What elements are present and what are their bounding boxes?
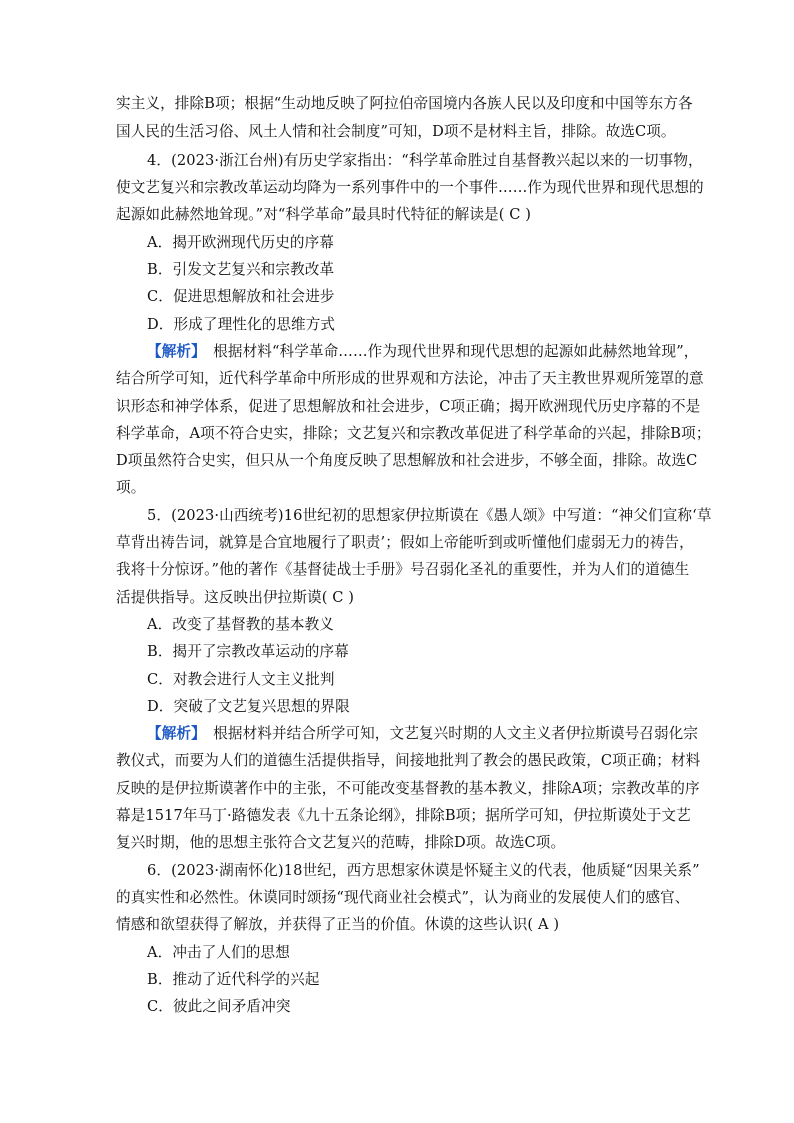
q4-option-b: B．引发文艺复兴和宗教改革 <box>147 261 335 278</box>
q5-option-c: C．对教会进行人文主义批判 <box>147 671 335 688</box>
q3-text-line: 国人民的生活习俗、风土人情和社会制度”可知，D项不是材料主旨，排除。故选C项。 <box>116 123 676 140</box>
q4-stem-line: 4．(2023·浙江台州)有历史学家指出：“科学革命胜过自基督教兴起以来的一切事物， <box>147 152 703 169</box>
q5-option-d: D．突破了文艺复兴思想的界限 <box>147 698 350 715</box>
q5-analysis-line: 反映的是伊拉斯谟著作中的主张，不可能改变基督教的基本教义，排除A项；宗教改革的序 <box>116 780 700 797</box>
q4-option-a: A．揭开欧洲现代历史的序幕 <box>147 234 334 251</box>
q5-analysis-line: 幕是1517年马丁·路德发表《九十五条论纲》，排除B项；据所学可知，伊拉斯谟处于文艺 <box>116 807 691 824</box>
q6-stem-line: 6．(2023·湖南怀化)18世纪，西方思想家休谟是怀疑主义的代表，他质疑“因果关系” <box>147 862 700 879</box>
q5-analysis-text: 根据材料并结合所学可知，文艺复兴时期的人文主义者伊拉斯谟号召弱化宗 <box>198 725 699 742</box>
q4-option-d: D．形成了理性化的思维方式 <box>147 316 336 333</box>
q4-analysis-line: 结合所学可知，近代科学革命中所形成的世界观和方法论，冲击了天主教世界观所笼罩的意 <box>116 370 704 387</box>
q5-stem-line: 活提供指导。这反映出伊拉斯谟( C ) <box>116 589 355 606</box>
q5-stem-line: 草背出祷告词，就算是合宜地履行了职责’；假如上帝能听到或听懂他们虚弱无力的祷告， <box>116 534 694 551</box>
q5-analysis-line: 复兴时期，他的思想主张符合文艺复兴的范畴，排除D项。故选C项。 <box>116 834 566 851</box>
q4-stem-line: 使文艺复兴和宗教改革运动均降为一系列事件中的一个事件……作为现代世界和现代思想的 <box>116 179 704 196</box>
q4-analysis-line <box>147 342 699 362</box>
q6-option-a: A．冲击了人们的思想 <box>147 944 290 961</box>
q5-option-b: B．揭开了宗教改革运动的序幕 <box>147 643 349 660</box>
q4-analysis-text: 根据材料“科学革命……作为现代世界和现代思想的起源如此赫然地耸现”， <box>198 343 699 360</box>
q5-option-a: A．改变了基督教的基本教义 <box>147 616 334 633</box>
analysis-tag: 【解析】 <box>147 343 199 360</box>
q6-stem-line: 情感和欲望获得了解放，并获得了正当的价值。休谟的这些认识( A ) <box>116 916 560 933</box>
q4-analysis-line: D项虽然符合史实，但只从一个角度反映了思想解放和社会进步，不够全面，排除。故选C <box>116 452 698 469</box>
q4-analysis-line: 项。 <box>116 479 146 496</box>
q4-analysis-line: 识形态和神学体系，促进了思想解放和社会进步，C项正确；揭开欧洲现代历史序幕的不是 <box>116 398 701 415</box>
q5-analysis-line: 教仪式，而要为人们的道德生活提供指导，间接地批判了教会的愚民政策，C项正确；材料 <box>116 752 701 769</box>
q3-text-line: 实主义，排除B项；根据“生动地反映了阿拉伯帝国境内各族人民以及印度和中国等东方各 <box>116 95 693 112</box>
q4-stem-line: 起源如此赫然地耸现。”对“科学革命”最具时代特征的解读是( C ) <box>116 206 532 223</box>
q5-stem-line: 5．(2023·山西统考)16世纪初的思想家伊拉斯谟在《愚人颂》中写道：“神父们宣称‘草 <box>147 507 712 524</box>
q6-stem-line: 的真实性和必然性。休谟同时颂扬“现代商业社会模式”，认为商业的发展使人们的感官、 <box>116 889 690 906</box>
q5-analysis-line <box>147 724 698 744</box>
q5-stem-line: 我将十分惊讶。”他的著作《基督徒战士手册》号召弱化圣礼的重要性，并为人们的道德生 <box>116 561 690 578</box>
q4-option-c: C．促进思想解放和社会进步 <box>147 288 335 305</box>
q6-option-b: B．推动了近代科学的兴起 <box>147 971 320 988</box>
q4-analysis-line: 科学革命，A项不符合史实，排除；文艺复兴和宗教改革促进了科学革命的兴起，排除B项； <box>116 425 711 442</box>
analysis-tag: 【解析】 <box>147 725 199 742</box>
q6-option-c: C．彼此之间矛盾冲突 <box>147 998 291 1015</box>
